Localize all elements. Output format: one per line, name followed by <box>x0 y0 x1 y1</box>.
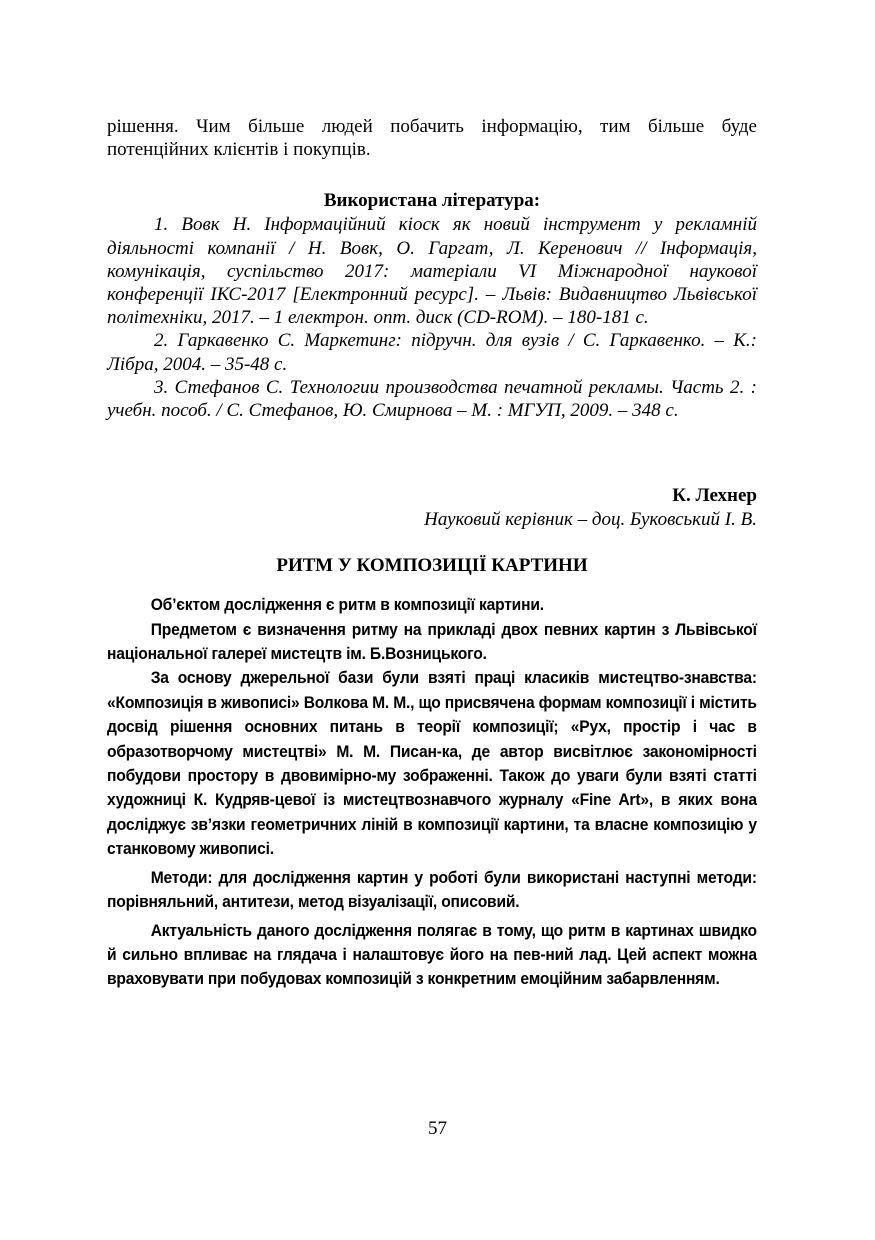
references-list <box>107 213 757 422</box>
article-title: РИТМ У КОМПОЗИЦІЇ КАРТИНИ <box>276 555 588 577</box>
page-number: 57 <box>428 1118 447 1139</box>
reference-item-3: 3. Стефанов С. Технологии производства печатной рекламы. Часть 2. : учебн. пособ. / С. Стефанов, Ю. Смирнова – М. : МГУП, 2009. – 348 с. <box>107 376 757 422</box>
intro-paragraph: рішення. Чим більше людей побачить інформацію, тим більше буде потенційних клієнтів і покупців. <box>107 116 757 161</box>
author-block <box>107 484 757 531</box>
body-paragraph-object: Об’єктом дослідження є ритм в композиції картини. <box>150 595 544 615</box>
literature-heading: Використана література: <box>323 190 541 212</box>
supervisor-line: Науковий керівник – доц. Буковський І. В. <box>424 508 757 530</box>
article-body <box>107 593 757 992</box>
body-paragraph-methods: Методи: для дослідження картин у роботі були використані наступні методи: порівняльний, антитези, метод візуалізації, описовий. <box>107 867 757 912</box>
body-paragraph-subject: Предметом є визначення ритму на прикладі двох певних картин з Львівської національної галереї мистецтв ім. Б.Возницького. <box>107 619 757 664</box>
reference-item-2: 2. Гаркавенко С. Маркетинг: підручн. для вузів / С. Гаркавенко. – К.: Лібра, 2004. – 35-48 с. <box>107 330 757 375</box>
body-paragraph-relevance: Актуальність даного дослідження полягає в тому, що ритм в картинах швидко й сильно впливає на глядача і налаштовує його на пев-ний лад. Цей аспект можна враховувати при побудовах композицій з конкретним емоційним забарвленням. <box>107 920 757 989</box>
reference-item-1: 1. Вовк Н. Інформаційний кіоск як новий інструмент у рекламній діяльності компанії / Н. Вовк, О. Гаргат, Л. Керенович // Інформація, комунікація, суспільство 2017: матеріали VI Міжнародної наукової конференції ІКС-2017 [Електронний ресурс]. – Львів: Видавництво Львівської політехніки, 2017. – 1 електрон. опт. диск (CD-ROM). – 180-181 с. <box>107 214 757 329</box>
author-name: К. Лехнер <box>672 485 757 507</box>
body-paragraph-sources: За основу джерельної бази були взяті праці класиків мистецтво-знавства: «Композиція в живописі» Волкова М. М., що присвячена формам композиції і містить досвід рішення основних питань в теорії композиції; «Рух, простір і час в образотворчому мистецтві» М. М. Писан-ка, де автор висвітлює закономірності побудови простору в двовимірно-му зображенні. Також до уваги були взяті статті художниці К. Кудряв-цевої із мистецтвознавчого журналу «Fine Art», в яких вона досліджує зв’язки геометричних ліній в композиції картини, та власне композицію у станковому живописі. <box>107 668 757 859</box>
document-page <box>107 115 757 992</box>
